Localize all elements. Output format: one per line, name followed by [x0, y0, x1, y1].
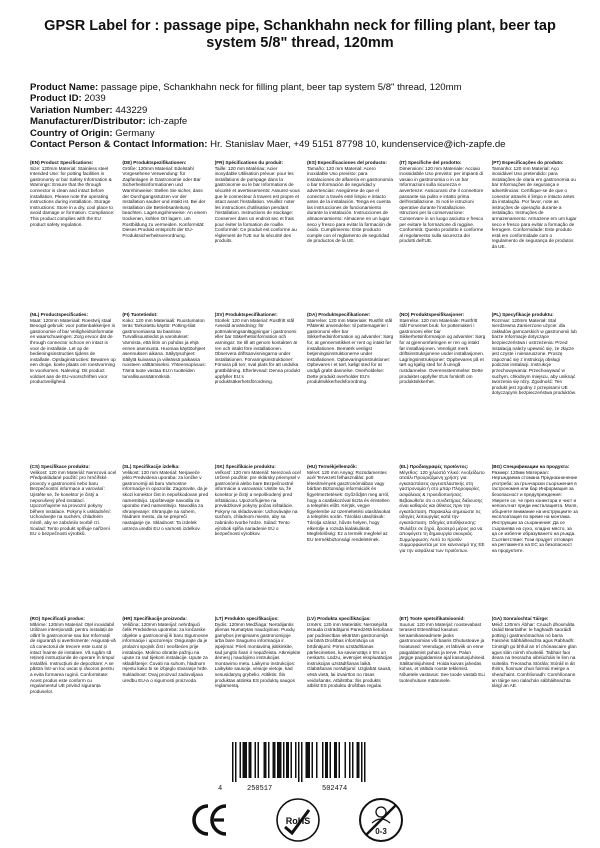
info-label: Manufacturer/Distributor:	[30, 116, 146, 128]
spec-heading: (LV) Produkta specifikācijas:	[307, 616, 371, 621]
info-row	[30, 82, 575, 93]
info-label: Product ID:	[30, 93, 82, 105]
info-value: Hr. Stanislav Maer, +49 5151 87798 10, kundenservice@ich-zapfe.de	[210, 139, 506, 151]
info-label: Variation Number:	[30, 104, 113, 116]
info-row	[30, 139, 575, 150]
spec-heading: (RO) Specificații produs:	[30, 616, 85, 621]
barcode-bar	[316, 742, 318, 778]
info-value: 2039	[84, 93, 106, 105]
info-label: Country of Origin:	[30, 127, 113, 139]
spec-card	[399, 464, 485, 616]
barcode-bar	[232, 742, 234, 782]
barcode-bar	[349, 742, 351, 778]
info-label: Product Name:	[30, 82, 99, 93]
spec-heading: (DA) Produktspecifikationer:	[307, 312, 371, 317]
spec-card	[492, 464, 578, 616]
spec-text: Mărime: 120mm Material: Oțel inoxidabil Utilizare intenționată: pentru instalații de olărit în gastronomie sau bar Informații de siguranță și avertismente: Asigurați-vă că conectorul de trecere este curat și intact înainte de instalare. Vă rugăm să rețineți instrucțiunile de operare în timpul instalării. Instrucțiuni de depozitare: A se păstra într-un loc uscat și răcoros pentru a evita formarea ruginii. Conformitate: Acest produs este conform cu regulamentul UE privind siguranța produselor.	[30, 621, 116, 694]
spec-card	[30, 312, 116, 464]
spec-text: Izmērs: 120 mm Materiāls: Nerūsējošā tērauda izstrādājumi Paredzētā lietošana: par podniecības iekārtām gastronomijā vai bārā Drošības informācija un brīdinājumi: Pirms uzstādīšanas pārliecinieties, ka savienotājs ir tīrs un neskarts. Lūdzu, ievērojiet ekspluatācijas instrukcijas uzstādīšanas laikā. Glabāšanas norādījumi: Uzglabāt sausā, vēsā vietā, lai izvairītos no rūsas veidošanās. Atbilstība: Šis produkts atbilst ES produktu drošības regulai.	[307, 621, 394, 689]
info-row	[30, 93, 575, 104]
spec-card	[399, 160, 485, 312]
spec-card	[399, 312, 485, 464]
barcode-bar	[283, 742, 285, 778]
spec-heading: (HR) Specifikacije proizvoda:	[122, 616, 187, 621]
spec-card	[215, 312, 301, 464]
spec-text: Méret: 120 mm Anyag: Rozsdamentes acél Tervezett felhasználás: potl létesítmények gasztronómiában vagy bárban Biztonsági információk és figyelmeztetések: Győződjön meg arról, hogy a csatlakozóval tiszta és érintetlen a telepítés előtt. Kérjük, vegye figyelembe az üzemeltetési utasításokat a telepítés során. Tárolási utasítások: Tárolja száraz, hűvös helyen, hogy elkerülje a rozsda kialakulását. Megfelelőség: Ez a termék megfelel az EU termékbiztonsági rendeletének.	[307, 469, 391, 542]
barcode-bar	[312, 742, 314, 778]
rohs-text: RoHS	[285, 816, 311, 826]
spec-card	[492, 312, 578, 464]
spec-text: Maat: 120mm Materiaal: Roestvrij staal Beoogd gebruik: voor pottenbakkerijen in gastronomie of bar Veiligheidsinformatie en waarschuwingen: Zorg ervoor dat de through connector schoon en intact is voor de installatie. Let op de bedieningsinstructies tijdens de installatie. Opslaginstructies: Bewaren op een droge, koele plaats om roestvorming te voorkomen. Naleving: Dit product voldoet aan de EU-voorschriften voor productveiligheid.	[30, 317, 116, 385]
barcode-bar	[258, 742, 260, 778]
spec-text: Μέγεθος: 120 χιλιοστά Υλικό: Ανοξείδωτο ατσάλι Προοριζόμενη χρήση: για εγκαταστάσεις αγγειοπλαστικής στη γαστρονομία ή στο μπαρ Πληροφορίες ασφάλειας & προειδοποιήσεις: Βεβαιωθείτε ότι ο συνδετήρας διέλευσης είναι καθαρός και άθικτος πριν την εγκατάσταση. Παρακαλώ σημειώστε τις οδηγίες λειτουργίας κατά την εγκατάσταση. Οδηγίες αποθήκευσης: Φυλάξτε σε ξηρό, δροσερό μέρος για να αποφύγετε τη δημιουργία σκουριάς. Συμμόρφωση: Αυτό το προϊόν συμμορφώνεται με τον κανονισμό της ΕΕ για την ασφάλεια των προϊόντων.	[399, 469, 485, 553]
barcode-bar	[286, 742, 289, 778]
spec-heading: (CS) Specifikace produktu:	[30, 464, 90, 469]
spec-card	[122, 312, 208, 464]
info-value: passage pipe, Schankhahn neck for filling plant, beer tap system 5/8" thread, 120mm	[100, 82, 462, 93]
spec-text: Størrelse: 120 mm Materiale: Rustfrit stål Påtænkt anvendelse: til pottemagerier i gastronomi eller bar Sikkerhedsinformation og advarsler: Sørg for, at gennemstikket er rent og intakt før installationen. Bemærk venligst betjeningsinstruktionerne under installationen. Opbevaringsinstruktioner: Opbevares i et tørt, køligt sted for at undgå grøbt dannelse. Overholdelse: Dette produkt overholder EU's produktsikkerhedsforordning.	[307, 317, 394, 385]
info-value: Germany	[115, 127, 155, 139]
barcode-bar	[361, 742, 363, 782]
info-row	[30, 116, 575, 127]
barcode-bar	[243, 742, 248, 778]
spec-heading: (ET) Toote spetsifikatsioonid:	[399, 616, 465, 621]
spec-heading: (NO) Produktspesifikasjoner:	[399, 312, 465, 317]
spec-card	[307, 312, 393, 464]
spec-text: Rozmiar: 120mm Materiał: Stal nierdzewna Zamierzone użycie: dla zakładów garncarskich w gastronomii lub barze Informacje dotyczące bezpieczeństwa i ostrzeżenia: Przed instalacją należy upewnić się, że złącze jest czyste i nienaruszone. Proszę zapoznać się z instrukcją obsługi podczas instalacji. Instrukcje przechowywania: Przechowywać w suchym, chłodnym miejscu, aby uniknąć tworzenia się rdzy. Zgodność: Ten produkt jest zgodny z przepisami UE dotyczącymi bezpieczeństwa produktów.	[491, 317, 577, 396]
info-row	[30, 128, 575, 139]
spec-heading: (PL) Specyfikacje produktu:	[491, 312, 554, 317]
spec-text: Dydis: 120mm Medžiaga: Nerūdijantis plienas Numatytas naudojimas: Puodų gamybos įrenginiams gastronomijoje arba bare Saugumo informacija ir įspėjimai: Prieš montavimą įsitikinkite, kad jungtis švari ir nepažeista. Atkreipkite dėmesį į naudojimo instrukcijas montavimo metu. Laikymo instrukcijos: Laikykite sausoje, vėsioje vietoje, kad nesusidarytų grybelio. Atitiktis: Šis produktas atitinka ES produktų saugos reglamentą.	[214, 621, 301, 689]
age-text: 0-3	[375, 827, 387, 836]
spec-card	[492, 160, 578, 312]
barcode-bar	[330, 742, 332, 778]
barcode-bar	[249, 742, 252, 778]
barcode-bar	[339, 742, 341, 778]
barcode-bar	[277, 742, 282, 778]
ean-barcode	[230, 742, 376, 782]
barcode-bar	[268, 742, 270, 778]
barcode-bar	[322, 742, 324, 778]
info-value: ich-zapfe	[148, 116, 188, 128]
barcode-bar	[298, 742, 300, 782]
spec-card	[307, 464, 393, 616]
spec-heading: (DE) Produktspezifikationen:	[122, 160, 187, 165]
product-info	[30, 82, 575, 150]
spec-text: Suurus: 120 mm Materjal: roostevabast terasest Ettenähtud kasutus: keraamikaseadmete jaoks gastronoomias või baaris Ohutusteave ja hoiatused: Veenduge, et läbiviik on enne paigaldamist puhas ja terve. Palun järgige paigaldamise ajal kasutusjuhiseid. Säilitamisjuhised: Hoida kuivas jahedas kohas, et vältida rooste tekkimist. Nõuetele vastavus: See toode vastab ELi tooteohutuse määrusele.	[399, 621, 486, 683]
barcode-bar	[255, 742, 257, 778]
spec-text: Veličina: 120mm Materijal: nehrđajući čelik Predviđena upotreba: za lončarske objekte u gastronomiji ili baru Sigurnosne informacije i upozorenja: Osigurajte da je prolazni spojnik čist i neoštećen prije instalacije. Molimo obratite pažnju na upute za rad tijekom instalacije. Upute za skladištenje: Čuvati na suhom, hladnom mjestu kako bi se izbjeglo stvaranje hrđe. Sukladnost: Ovaj proizvod zadovoljava uredbu EU-a o sigurnosti proizvoda.	[122, 621, 209, 683]
spec-card	[30, 464, 116, 616]
spec-text: Koko: 120 mm Materiaali: Ruostumaton teräs Tarkoitettu käyttö: Potting-tilat gastronomiassa tai baarissa Turvallisuustiedot ja varoitukset: Varmista, että liitin on puhdas ja ehjä ennen asennusta. Huomaa käyttöohjeet asennuksen aikana. Säilytysohjeet: Säilytä kuivassa ja viileässä paikassa ruosteen välttämiseksi. Yhteensopivuus: Tämä tuote vastaa EU:n tuotteiden turvallisuussäännöksiä.	[122, 317, 206, 379]
barcode-bar	[240, 742, 242, 778]
spec-text: Velikost: 120 mm Materiál: Nerezová ocel Předpokládané použití: pro hrnčířské provozy v gastronomii nebo baru Bezpečnostní informace a varování: Ujistěte se, že konektor je čistý a neporušený před instalací. Upozorňujeme na provozní pokyny během instalace. Pokyny k uskladnění: Uchovávejte na suchém, chladném místě, aby se zabránilo tvorbě rzi. Soulad: Tento produkt splňuje nařízení EU o bezpečnosti výrobků.	[30, 469, 117, 537]
barcode-bar	[325, 742, 328, 778]
spec-card	[30, 160, 116, 312]
barcode-group-2: 502474	[322, 785, 348, 793]
info-label: Contact Person & Contact Information:	[30, 139, 208, 151]
info-value: 443229	[115, 104, 148, 116]
barcode-bar	[357, 742, 360, 778]
spec-text: Size: 120mm Material: Stainless steel Intended Use: for potting facilities in gastronomy or bar Safety Information & Warnings: Ensure that the through connector is clean and intact before installation. Please note the operating instructions during installation. Storage Instructions: Store in a dry, cool place to avoid damage or formation. Compliance: This product complies with the EU product safety regulation.	[30, 165, 115, 227]
barcode-bar	[235, 742, 237, 782]
spec-heading: (FI) Tuotetiedot:	[122, 312, 158, 317]
spec-text: Taille: 120 mm Matériau: Acier inoxydable Utilisation prévue: pour les installations de pompage dans la gastronomie ou le bar Informations de sécurité et avertissements: Assurez-vous que le connecteur à travers est propre et intact avant l'installation. Veuillez noter les instructions d'utilisation pendant l'installation. Instructions de stockage: Conserver dans un endroit sec et frais pour éviter la formation de rouille. Conformité: Ce produit est conforme au règlement de l'UE sur la sécurité des produits.	[214, 165, 300, 244]
spec-cards	[30, 160, 578, 768]
spec-heading: (EN) Product Specifications:	[30, 160, 94, 165]
spec-heading: (HU) Termékjellemzők:	[307, 464, 358, 469]
ce-mark-icon	[190, 800, 230, 840]
rohs-icon	[275, 797, 321, 843]
spec-text: Größe: 120mm Material: Edelstahl Vorgesehene Verwendung: für Zapfanlagen in Gastronomie oder Bar Sicherheitsinformationen und Warnhinweise: Stellen Sie sicher, dass der Durchgangsstutzen vor der Installation sauber und intakt ist. Bei der Installation die Betriebsanleitung beachten. Lagerungshinweise: An einem trockenen, kühlen Ort lagern, um Rostbildung zu vermeiden. Konformität: Dieses Produkt entspricht der EU-Produktsicherheitsverordnung.	[122, 165, 207, 238]
barcode-bar	[345, 742, 347, 778]
barcode-bar	[301, 742, 303, 782]
spec-text: Tamaño: 120 mm Material: Acero inoxidable Uso previsto: para instalaciones de alfarería en gastronomía o bar Información de seguridad y advertencias: Asegúrese de que el conector a través esté limpio e intacto antes de la instalación. Tenga en cuenta las instrucciones de funcionamiento durante la instalación. Instrucciones de almacenamiento: Almacene en un lugar seco y fresco para evitar la formación de óxido. Cumplimiento: Este producto cumple con el reglamento de seguridad de productos de la UE.	[307, 165, 393, 244]
barcode-left-digit: 4	[218, 785, 223, 793]
spec-text: Velikost: 120 mm Material: Nerjaveče jeklo Predvidena uporaba: za lončke v gastronomiji ali baru Varnostne informacije in opozorila: Zagotovite, da je skozi konektor čist in nepoškodovan pred namestitvijo. Upoštevajte navodila za uporabo med namestitvijo. Navodila za shranjevanje: Shranjujte na suhem, hladnem mestu, da se prepreči nastajanje rje. Skladnost: Ta izdelek ustreza uredbi EU o varnosti izdelkov.	[122, 469, 209, 531]
spec-text: Méid: 120mm Ábhar: Cruach dhosmálta Úsáid Beartaithe: le haghaidh saoráidí potting i gastranómachas nó barra Faisnéis Sábháilteachta agus Rabhadh: Cinntigh go bhfuil an trí chónascaire glan agus slán roimh shuiteáil. Tabhair faoi deara na treoracha oibriúcháin le linn na suiteála. Treoracha Stórála: Stóráil in áit thirim, fionnuar chun foirmiú meirge a sheachaint. Comhlíonadh: Comhlíonann an táirge seo rialachán sábháilteachta táirgí an AE.	[491, 621, 577, 689]
spec-heading: (NL) Productspecificaties:	[30, 312, 89, 317]
spec-heading: (LT) Produkto specifikacijos:	[214, 616, 279, 621]
barcode-bar	[291, 742, 293, 778]
barcode-bar	[264, 742, 267, 778]
spec-text: Tamanho: 120 mm Material: Aço inoxidável Uso pretendido: para instalações de olaria em gastronomia ou bar Informações de segurança e advertências: Certifique-se de que o conector através é limpo e intacto antes da instalação. Por favor, note as instruções de operação durante a instalação. Instruções de armazenamento: Armazene em um lugar seco e fresco para evitar a formação de ferrugem. Conformidade: Este produto está em conformidade com o regulamento de segurança de produtos da UE.	[491, 165, 577, 249]
barcode-bar	[352, 742, 354, 778]
spec-text: Veľkosť: 120 mm Materiál: Nerezová oceľ Určené použitie: pre sklársky priemysel v gastronómii alebo bare Bezpečnostné informácie a varovania: Uistite sa, že konektor je čistý a nepoškodený pred inštaláciou. Upozorňujeme na prevádzkové pokyny počas inštalácie. Pokyny na skladovanie: Uchovávajte na suchom, chladnom mieste, aby sa zabránilo tvorbe hrdze. Súlad: Tento výrobok spĺňa nariadenie EÚ o bezpečnosti výrobkov.	[214, 469, 301, 537]
age-0-3-warning-icon	[358, 797, 404, 843]
barcode-bar	[306, 742, 311, 778]
spec-card	[122, 464, 208, 616]
spec-heading: (SK) Špecifikácie produktu:	[214, 464, 276, 469]
spec-text: Størrelse: 120 mm Materiale: Rustfritt stål Forventet bruk: for pottemakeri i gastronomi eller bar Sikkerhetsinformasjon og advarsler: Sørg for at gjennomføringen er ren og intakt før installasjonen. Vennligst merk driftsinstruksjonene under installasjonen. Lagringsinstruksjoner: Oppbevares på et tørt og kjølig sted for å unngå rustdannelse. Overensstemmelse: Dette produktet oppfyller EUs forskrift om produktsikkerhet.	[399, 317, 486, 385]
spec-heading: (EL) Προδιαγραφές προϊόντος:	[399, 464, 469, 469]
spec-text: Размер: 120мм Материал: Неръждаема стомана Предназначение употреба: за грънчарски съоръжения в гастрономия или бар Информация за безопасност и предупреждения: Уверете се, че през конектора е чист и непокътнат преди инсталацията. Моля, обърнете внимание на инструкциите за експлоатация по време на монтажа. Инструкции за съхранение: Да се съхранява на сухо, хладно място, за да се избегне образуването на ръжда. Съответствие: Този продукт отговаря на регламента на ЕС за безопасност на продуктите.	[491, 469, 578, 553]
spec-heading: (PT) Especificações do produto:	[491, 160, 564, 165]
info-row	[30, 105, 575, 116]
spec-heading: (IT) Specifiche del prodotto:	[399, 160, 462, 165]
spec-heading: (FR) Spécifications du produit:	[214, 160, 284, 165]
barcode-group-1: 250517	[247, 785, 273, 793]
specifications-grid	[30, 160, 578, 768]
spec-heading: (GA) Sonraíochtaí Táirge:	[491, 616, 549, 621]
spec-text: Storlek: 120 mm Material: Rostfritt stål Avsedd användning: för pottmakningsanläggningar i gastronomi eller bar Säkerhetsinformation och varningar: Se till att genom kontakten är ren och intakt före installationen. Observera driftsanvisningarna under installationen. Förvaringsinstruktioner: Förvara på torr, sval plats för att undvika grattbildning. Efterlevnad: Denna produkt uppfyller EU:s produktsäkerhetsförordning.	[214, 317, 300, 385]
barcode-bar	[273, 742, 276, 778]
spec-card	[122, 160, 208, 312]
spec-card	[307, 160, 393, 312]
spec-text: Dimensioni: 120 mm Materiale: Acciaio inossidabile Uso previsto: per impianti di vasaio in gastronomia o in un bar Informazioni sulla sicurezza e avvertenze: Assicurarsi che il connettore passante sia pulito e intatto prima dell'installazione. Si noti le istruzioni operative durante l'installazione. Istruzioni per la conservazione: Conservare in un luogo asciutto e fresco per evitare la formazione di ruggine. Conformità: Questo prodotto è conforme al regolamento sulla sicurezza dei prodotti dell'UE.	[399, 165, 484, 244]
barcode-bar	[334, 742, 337, 778]
barcode-bar	[295, 742, 297, 778]
barcode-bar	[364, 742, 366, 782]
spec-heading: (SV) Produktspecifikationer:	[214, 312, 278, 317]
spec-heading: (SL) Specifikacije izdelka:	[122, 464, 180, 469]
spec-heading: (BG) Спецификации на продукта:	[491, 464, 570, 469]
spec-card	[215, 464, 301, 616]
spec-heading: (ES) Especificaciones del producto:	[307, 160, 387, 165]
spec-card	[215, 160, 301, 312]
page-title: GPSR Label for : passage pipe, Schankhahn neck for filling plant, beer tap system 5/8" thread, 120mm	[44, 18, 556, 51]
compliance-icons	[190, 797, 430, 843]
